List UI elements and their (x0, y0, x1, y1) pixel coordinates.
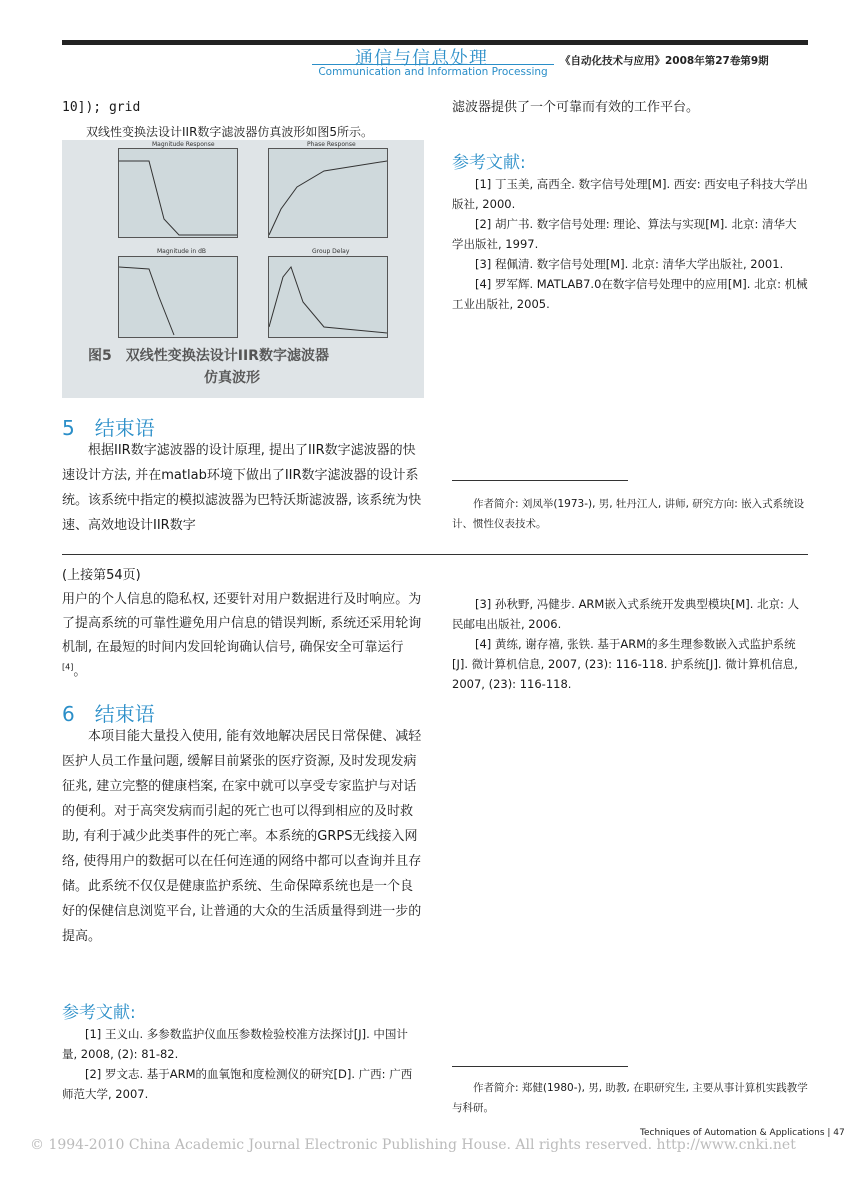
reference-item: [3] 孙秋野, 冯健步. ARM嵌入式系统开发典型模块[M]. 北京: 人民邮电出版社, 2006. (452, 597, 800, 631)
magnitude-db-curve (119, 257, 237, 337)
group-delay-curve (269, 257, 387, 337)
caption-line-2: 仿真波形 (204, 370, 260, 386)
plot-title-phase: Phase Response (307, 141, 356, 148)
conclusion-text-5: 根据IIR数字滤波器的设计原理, 提出了IIR数字滤波器的快速设计方法, 并在matlab环境下做出了IIR数字滤波器的设计系统。该系统中指定的模拟滤波器为巴特沃斯滤波器, 该系统为快速、高效地设计IIR数字 (62, 443, 422, 533)
footnote-rule-1 (452, 480, 628, 481)
author-bio-1: 作者简介: 刘凤举(1973-), 男, 牡丹江人, 讲师, 研究方向: 嵌入式系统设计、惯性仪表技术。 (452, 498, 805, 530)
reference-item: [2] 罗文志. 基于ARM的血氧饱和度检测仪的研究[D]. 广西: 广西师范大学, 2007. (62, 1067, 413, 1101)
references-heading-1: 参考文献: (452, 153, 526, 173)
reference-item: [1] 王义山. 多参数监护仪血压参数检验校准方法探讨[J]. 中国计量, 2008, (2): 81-82. (62, 1027, 408, 1061)
figure-intro: 双线性变换法设计IIR数字滤波器仿真波形如图5所示。 (86, 125, 374, 139)
reference-item: [3] 程佩清. 数字信号处理[M]. 北京: 清华大学出版社, 2001. (475, 257, 784, 271)
reference-item: [4] 罗军辉. MATLAB7.0在数字信号处理中的应用[M]. 北京: 机械工业出版社, 2005. (452, 277, 808, 311)
references-list-1 (452, 174, 808, 314)
continued-body-end: 。 (73, 664, 87, 679)
references-list-2 (62, 1024, 422, 1104)
plot-title-group-delay: Group Delay (312, 248, 350, 255)
plot-title-magnitude-db: Magnitude in dB (157, 248, 206, 255)
plot-magnitude (118, 148, 238, 238)
section-title: 通信与信息处理 (355, 48, 488, 69)
plot-phase (268, 148, 388, 238)
continued-from: (上接第54页) (62, 568, 141, 583)
article-divider (62, 554, 808, 555)
footnote-rule-2 (452, 1066, 628, 1067)
conclusion-heading-5: 5 结束语 (62, 416, 155, 440)
references-heading-2: 参考文献: (62, 1003, 136, 1023)
reference-item: [4] 黄练, 谢存禧, 张铁. 基于ARM的多生理参数嵌入式监护系统[J]. 微计算机信息, 2007, (23): 116-118. 护系统[J]. 微计算机信息, 2007, (23): 116-118. (452, 637, 798, 691)
continued-body (62, 588, 422, 684)
figure-caption (88, 345, 329, 389)
citation-4: [4] (62, 662, 74, 672)
reference-item: [2] 胡广书. 数字信号处理: 理论、算法与实现[M]. 北京: 清华大学出版社, 1997. (452, 217, 797, 251)
section-subtitle: Communication and Information Processing (312, 64, 554, 78)
phase-curve (269, 149, 387, 237)
conclusion-heading-6: 6 结束语 (62, 702, 155, 726)
magnitude-curve (119, 149, 237, 237)
continued-body-text: 用户的个人信息的隐私权, 还要针对用户数据进行及时响应。为了提高系统的可靠性避免用户信息的错误判断, 系统还采用轮询机制, 在最短的时间内发回轮询确认信号, 确保安全可靠运行 (62, 592, 422, 655)
references-list-3 (452, 594, 808, 694)
conclusion-text-6: 本项目能大量投入使用, 能有效地解决居民日常保健、减轻医护人员工作量问题, 缓解目前紧张的医疗资源, 及时发现发病征兆, 建立完整的健康档案, 在家中就可以享受专家监护与对话的便利。对于高突发病而引起的死亡也可以得到相应的及时救助, 有利于减少此类事件的死亡率。本系统的GRPS无线接入网络, 使得用户的数据可以在任何连通的网络中都可以查询并且存储。此系统不仅仅是健康监护系统、生命保障系统也是一个良好的保健信息浏览平台, 让普通的大众的生活质量得到进一步的提高。 (62, 729, 422, 944)
caption-line-1: 图5 双线性变换法设计IIR数字滤波器 (88, 348, 329, 364)
journal-info: 《自动化技术与应用》2008年第27卷第9期 (560, 55, 769, 67)
watermark: © 1994-2010 China Academic Journal Electronic Publishing House. All rights reserved. http://www.cnki.net (30, 1137, 796, 1153)
continued-text: 滤波器提供了一个可靠而有效的工作平台。 (452, 100, 700, 115)
code-line: 10]); grid (62, 100, 141, 115)
plot-magnitude-db (118, 256, 238, 338)
author-bio-2: 作者简介: 郑健(1980-), 男, 助教, 在职研究生, 主要从事计算机实践教学与科研。 (452, 1082, 808, 1114)
reference-item: [1] 丁玉美, 高西全. 数字信号处理[M]. 西安: 西安电子科技大学出版社, 2000. (452, 177, 808, 211)
plot-group-delay (268, 256, 388, 338)
page-footer: Techniques of Automation & Applications | 47 (640, 1128, 845, 1138)
plot-title-magnitude: Magnitude Response (152, 141, 215, 148)
